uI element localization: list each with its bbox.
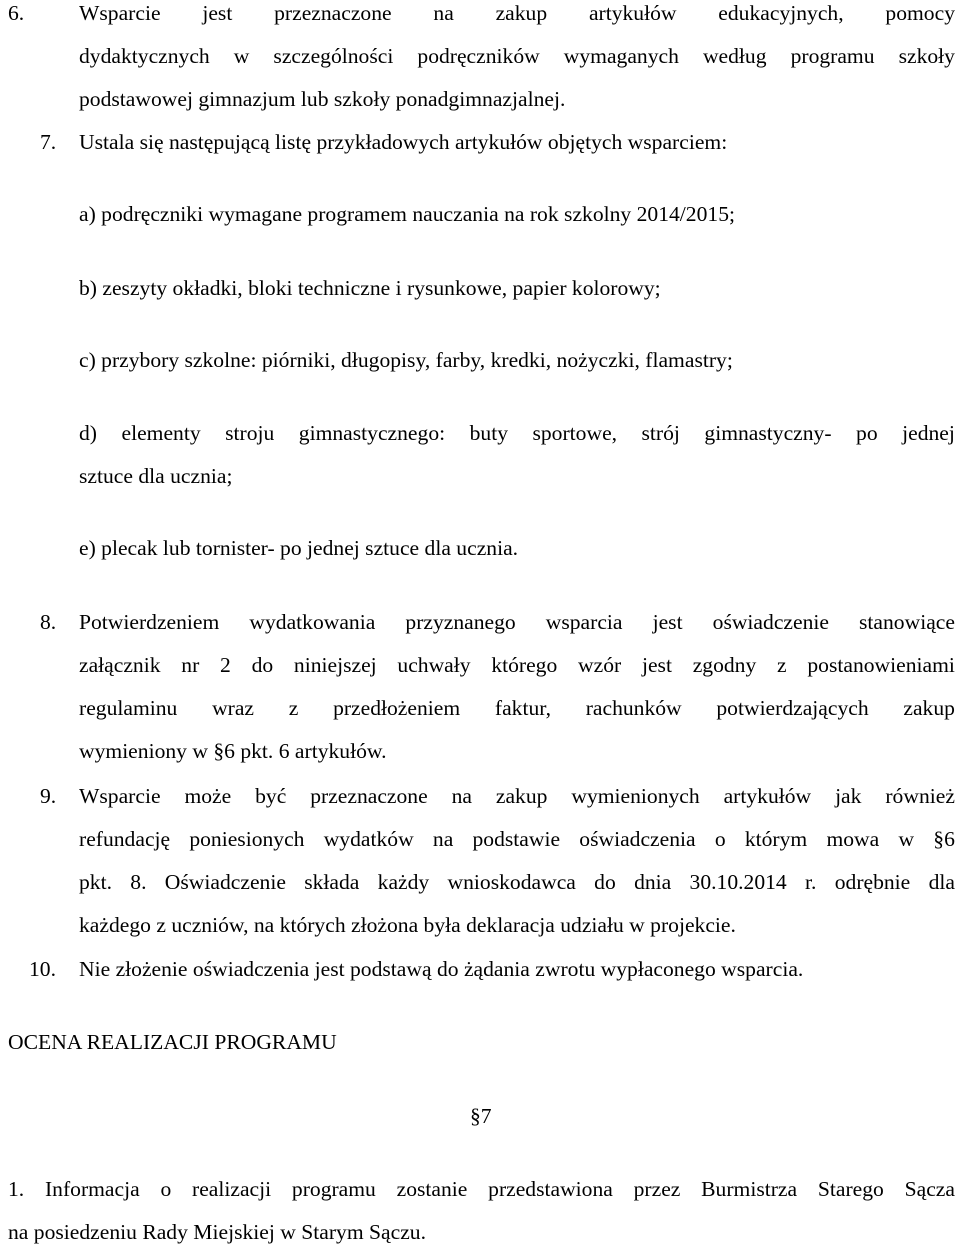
- word: oświadczenia: [579, 827, 696, 851]
- word: po: [856, 421, 878, 445]
- item-9-line-4: każdego z uczniów, na których złożona była deklaracja udziału w projekcie.: [79, 913, 736, 937]
- word: faktur,: [494, 696, 551, 720]
- word: według: [702, 44, 767, 68]
- word: podręczników: [417, 44, 540, 68]
- word: Starego: [817, 1177, 884, 1201]
- word: jednej: [902, 421, 955, 445]
- word: edukacyjnych,: [718, 1, 844, 25]
- word: przeznaczone: [310, 784, 428, 808]
- word: może: [184, 784, 232, 808]
- word: rachunków: [585, 696, 682, 720]
- word: artykułów: [723, 784, 812, 808]
- word: regulaminu: [79, 696, 178, 720]
- paragraph-sign: §7: [470, 1104, 492, 1128]
- word: 2: [220, 653, 231, 677]
- item-6-number: 6.: [8, 1, 25, 25]
- word: zakup: [903, 696, 955, 720]
- word: 30.10.2014: [689, 870, 787, 894]
- word: artykułów: [588, 1, 677, 25]
- item-7-e: e) plecak lub tornister- po jednej sztuce dla ucznia.: [79, 536, 519, 560]
- item-8-line-4: wymieniony w §6 pkt. 6 artykułów.: [79, 739, 387, 763]
- word: do: [594, 870, 616, 894]
- item-6-line-3: podstawowej gimnazjum lub szkoły ponadgimnazjalnej.: [79, 87, 566, 111]
- item-7-d-line-2: sztuce dla ucznia;: [79, 464, 233, 488]
- item-9-line-1: [79, 786, 955, 808]
- item-7-number: 7.: [40, 130, 57, 154]
- word: zakup: [495, 784, 548, 808]
- word: wydatków: [323, 827, 414, 851]
- word: o: [160, 1177, 172, 1201]
- word: w: [898, 827, 915, 851]
- word: mowa: [826, 827, 880, 851]
- word: pomocy: [885, 1, 955, 25]
- word: z: [288, 696, 299, 720]
- word: zakup: [495, 1, 548, 25]
- word: gimnastycznego:: [298, 421, 446, 445]
- word: być: [255, 784, 287, 808]
- word: jest: [641, 653, 672, 677]
- word: na: [432, 827, 454, 851]
- word: pkt.: [79, 870, 112, 894]
- word: niniejszej: [293, 653, 377, 677]
- item-7-d-line-1: [79, 423, 955, 445]
- word: programu: [291, 1177, 376, 1201]
- item-7-b: b) zeszyty okładki, bloki techniczne i rysunkowe, papier kolorowy;: [79, 276, 661, 300]
- word: przedstawiona: [488, 1177, 613, 1201]
- word: wzór: [578, 653, 622, 677]
- word: wydatkowania: [249, 610, 376, 634]
- word: Potwierdzeniem: [79, 610, 220, 634]
- item-9-line-2: [79, 829, 955, 851]
- item-9-number: 9.: [40, 784, 57, 808]
- item-7-c: c) przybory szkolne: piórniki, długopisy, farby, kredki, nożyczki, flamastry;: [79, 348, 733, 372]
- word: w: [233, 44, 250, 68]
- word: również: [885, 784, 955, 808]
- word: strój: [641, 421, 680, 445]
- item-9-line-3: [79, 872, 955, 894]
- section-7-line-1: [8, 1179, 955, 1201]
- word: dydaktycznych: [79, 44, 210, 68]
- word: przedłożeniem: [333, 696, 461, 720]
- word: jest: [652, 610, 683, 634]
- word: jest: [202, 1, 233, 25]
- word: buty: [469, 421, 508, 445]
- word: 8.: [130, 870, 147, 894]
- item-10-text: Nie złożenie oświadczenia jest podstawą do żądania zwrotu wypłaconego wsparcia.: [79, 957, 804, 981]
- section-heading: OCENA REALIZACJI PROGRAMU: [8, 1030, 337, 1054]
- word: szkoły: [898, 44, 955, 68]
- word: z: [777, 653, 787, 677]
- word: refundację: [79, 827, 171, 851]
- word: postanowieniami: [807, 653, 955, 677]
- item-10-number: 10.: [29, 957, 56, 981]
- word: przez: [633, 1177, 681, 1201]
- word: nr: [181, 653, 200, 677]
- word: którego: [491, 653, 558, 677]
- word: załącznik: [79, 653, 161, 677]
- word: Informacja: [44, 1177, 140, 1201]
- word: oświadczenie: [712, 610, 829, 634]
- word: sportowe,: [532, 421, 618, 445]
- word: podstawie: [472, 827, 561, 851]
- word: elementy: [121, 421, 201, 445]
- word: przeznaczone: [274, 1, 392, 25]
- word: do: [251, 653, 274, 677]
- word: wnioskodawca: [447, 870, 576, 894]
- word: szczególności: [273, 44, 394, 68]
- word: stroju: [225, 421, 275, 445]
- word: na: [433, 1, 454, 25]
- word: Wsparcie: [79, 784, 161, 808]
- item-6-line-1: [79, 3, 955, 25]
- word: §6: [933, 827, 955, 851]
- word: wymienionych: [571, 784, 700, 808]
- word: 1.: [8, 1177, 25, 1201]
- word: którym: [744, 827, 808, 851]
- word: potwierdzających: [716, 696, 869, 720]
- word: dnia: [634, 870, 672, 894]
- item-6-line-2: [79, 46, 955, 68]
- word: realizacji: [192, 1177, 272, 1201]
- item-8-line-2: [79, 655, 955, 677]
- item-8-line-1: [79, 612, 955, 634]
- word: odrębnie: [834, 870, 911, 894]
- word: uchwały: [397, 653, 471, 677]
- word: Sącza: [904, 1177, 955, 1201]
- item-8-line-3: [79, 698, 955, 720]
- word: jak: [835, 784, 862, 808]
- word: na: [451, 784, 472, 808]
- section-7-line-2: na posiedzeniu Rady Miejskiej w Starym Sączu.: [8, 1220, 426, 1244]
- item-7-text: Ustala się następującą listę przykładowych artykułów objętych wsparciem:: [79, 130, 728, 154]
- word: zgodny: [692, 653, 757, 677]
- word: programu: [790, 44, 875, 68]
- word: Burmistrza: [701, 1177, 798, 1201]
- word: r.: [805, 870, 817, 894]
- word: wraz: [212, 696, 255, 720]
- word: każdy: [377, 870, 430, 894]
- word: dla: [928, 870, 955, 894]
- word: przyznanego: [405, 610, 516, 634]
- word: wsparcia: [545, 610, 623, 634]
- word: poniesionych: [189, 827, 305, 851]
- word: zostanie: [396, 1177, 468, 1201]
- word: składa: [304, 870, 360, 894]
- item-8-number: 8.: [40, 610, 57, 634]
- word: gimnastyczny-: [704, 421, 832, 445]
- word: wymaganych: [563, 44, 679, 68]
- word: stanowiące: [859, 610, 955, 634]
- word: Oświadczenie: [164, 870, 286, 894]
- word: Wsparcie: [79, 1, 161, 25]
- word: d): [79, 421, 97, 445]
- item-7-a: a) podręczniki wymagane programem nauczania na rok szkolny 2014/2015;: [79, 202, 735, 226]
- word: o: [714, 827, 726, 851]
